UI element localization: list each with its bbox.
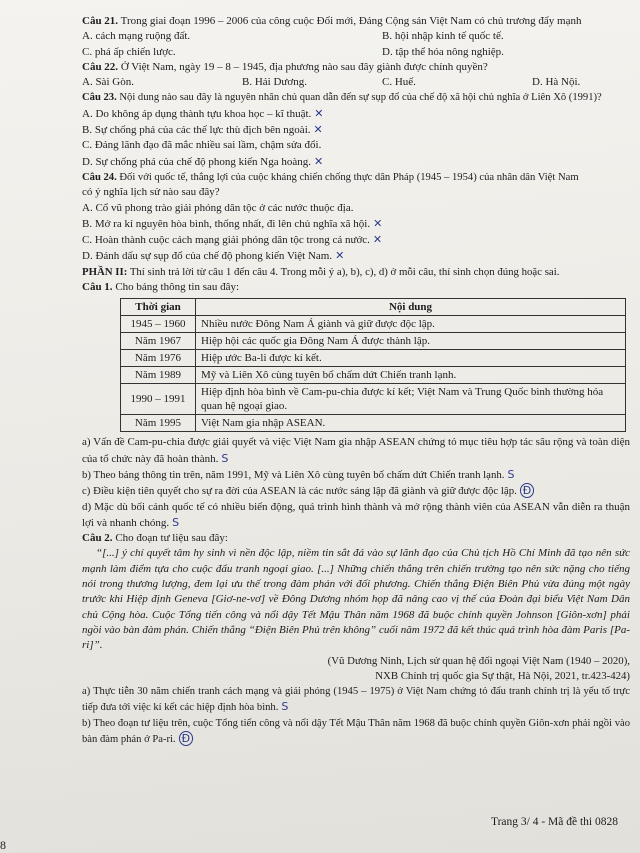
q23-option-d-row — [82, 154, 630, 170]
q22-stem — [82, 60, 630, 75]
d-mark-icon: Đ — [520, 483, 535, 498]
cross-mark-icon: ✕ — [313, 154, 324, 168]
part2-title: PHẦN II: — [82, 265, 128, 278]
c1-statement-d — [82, 500, 630, 532]
q24-option-a: A. Cổ vũ phong trào giải phóng dân tộc ở các nước thuộc địa. — [82, 201, 354, 214]
exam-content — [82, 14, 630, 747]
table-row — [121, 316, 626, 333]
c1-statement-a — [82, 435, 630, 467]
table-cell-time: Năm 1976 — [121, 350, 196, 367]
c2-source-line1: (Vũ Dương Ninh, Lịch sử quan hệ đối ngoại Việt Nam (1940 – 2020), — [327, 654, 630, 667]
q22-option-d: D. Hà Nội. — [532, 76, 581, 89]
c1-statement-b-text: b) Theo bảng thông tin trên, năm 1991, Mỹ và Liên Xô cùng tuyên bố chấm dứt Chiến tranh lạnh. — [82, 468, 505, 481]
table-cell-content: Hiệp hội các quốc gia Đông Nam Á được thành lập. — [196, 333, 626, 350]
cross-mark-icon: ✕ — [335, 249, 345, 263]
c2-heading — [82, 531, 630, 546]
c1-statement-c — [82, 483, 630, 499]
q24-option-c: C. Hoàn thành cuộc cách mạng giải phóng dân tộc trong cả nước. — [82, 234, 370, 247]
table-cell-time: Năm 1967 — [121, 333, 196, 350]
s-mark-icon: S — [221, 451, 229, 465]
table-row — [121, 384, 626, 415]
c1-statement-b — [82, 467, 630, 483]
cross-mark-icon: ✕ — [313, 123, 323, 137]
table-header-content: Nội dung — [196, 299, 626, 316]
q22-options — [82, 75, 630, 90]
cross-mark-icon: ✕ — [314, 106, 324, 120]
table-cell-content: Việt Nam gia nhập ASEAN. — [196, 415, 626, 432]
q24-option-d-row — [82, 248, 630, 264]
q23-title: Câu 23. — [82, 92, 117, 104]
table-cell-content: Hiệp ước Ba-li được kí kết. — [196, 350, 626, 367]
q23-stem-text: Nội dung nào sau đây là nguyên nhân chủ quan dẫn đến sự sụp đổ của chế độ xã hội chủ nghĩa ở Liên Xô (1991)? — [119, 92, 602, 104]
q21-options-row1 — [82, 29, 630, 44]
table-cell-content: Hiệp định hòa bình về Cam-pu-chia được kí kết; Việt Nam và Trung Quốc bình thường hóa quan hệ ngoại giao. — [196, 384, 626, 415]
q22-stem-text: Ở Việt Nam, ngày 19 – 8 – 1945, địa phương nào sau đây giành được chính quyền? — [120, 60, 488, 73]
part2-heading — [82, 265, 630, 280]
table-header-time: Thời gian — [121, 299, 196, 316]
q21-option-a: A. cách mạng ruộng đất. — [82, 30, 191, 43]
c2-quote: “[...] ý chí quyết tâm hy sinh vì nền độc lập, niềm tin sắt đá vào sự lãnh đạo của Chủ tịch Hồ Chí Minh đã tạo nên sức mạnh làm điểm tựa cho cuộc đấu tranh ngoại giao. [...] Những chiến thắng trên chiến trường tạo nên sức nặng cho tiếng nói trong thương lượng, đem lại ưu thế trong đàm phán với đối phương. Chiến thắng Điện Biên Phủ vừa đúng một ngày trước khi Hiệp định Geneva [Giơ-ne-vơ] về Đông Dương nhóm họp đã nâng cao vị thế của Đoàn đại biểu Việt Nam Dân chủ Cộng hòa. Cuộc Tổng tiến công và nổi dậy Tết Mậu Thân năm 1968 đã buộc chính quyền Johnson [Giôn-xơn] phải ngồi vào bàn đàm phán. Chiến thắng “Điện Biên Phủ trên không” cuối năm 1972 đã kết thúc quá trình hòa đàm Paris [Pa-ri]”. — [82, 547, 630, 652]
c1-statement-a-text: a) Vấn đề Cam-pu-chia được giải quyết và việc Việt Nam gia nhập ASEAN chứng tỏ mục tiêu hợp tác sâu rộng và toàn diện của tổ chức này đã hoàn thành. — [82, 436, 630, 465]
q21-title: Câu 21. — [82, 15, 119, 27]
table-row — [121, 415, 626, 432]
q23-option-d: D. Sự chống phá của chế độ phong kiến Nga hoàng. — [82, 155, 311, 168]
c1-heading — [82, 280, 630, 295]
s-mark-icon: S — [281, 700, 289, 714]
c1-statement-d-text: d) Mặc dù bối cảnh quốc tế có nhiều biến động, quá trình hình thành và mở rộng thành viên của ASEAN vẫn diễn ra thuận lợi và nhanh chóng. — [82, 500, 630, 529]
table-header-row — [121, 299, 626, 316]
s-mark-icon: S — [507, 467, 515, 481]
c1-statement-c-text: c) Điều kiện tiên quyết cho sự ra đời của ASEAN là các nước sáng lập đã giành và giữ được độc lập. — [82, 485, 517, 498]
part2-text: Thí sinh trả lời từ câu 1 đến câu 4. Trong mỗi ý a), b), c), d) ở mỗi câu, thí sinh chọn đúng hoặc sai. — [129, 265, 560, 278]
q21-option-c: C. phá ấp chiến lược. — [82, 45, 176, 58]
q22-title: Câu 22. — [82, 60, 119, 73]
c2-source-line2: NXB Chính trị quốc gia Sự thật, Hà Nội, 2021, tr.423-424) — [375, 669, 630, 682]
table-row — [121, 333, 626, 350]
cross-mark-icon: ✕ — [373, 216, 383, 230]
q22-option-c: C. Huế. — [382, 76, 416, 89]
page-footer: Trang 3/ 4 - Mã đề thi 0828 — [490, 816, 618, 828]
q21-option-d: D. tập thể hóa nông nghiệp. — [382, 45, 504, 58]
q21-stem — [82, 14, 630, 29]
q21-option-b: B. hội nhập kinh tế quốc tế. — [382, 30, 504, 43]
info-table — [120, 298, 626, 432]
q24-stem — [82, 170, 630, 185]
table-cell-content: Nhiều nước Đông Nam Á giành và giữ được độc lập. — [196, 316, 626, 333]
table-cell-time: Năm 1995 — [121, 415, 196, 432]
q23-option-a: A. Do không áp dụng thành tựu khoa học – kĩ thuật. — [82, 107, 312, 120]
table-cell-time: 1990 – 1991 — [121, 384, 196, 415]
q24-stem-cont: có ý nghĩa lịch sử nào sau đây? — [82, 186, 220, 199]
c2-statement-a-text: a) Thực tiễn 30 năm chiến tranh cách mạng và giải phóng (1945 – 1975) ở Việt Nam chứng tỏ đấu tranh chính trị là yếu tố trực tiếp đưa tới việc kí kết các hiệp định hòa bình. — [82, 686, 630, 714]
table-cell-time: 1945 – 1960 — [121, 316, 196, 333]
c2-title: Câu 2. — [82, 532, 113, 545]
page-edge-number: 8 — [0, 838, 6, 852]
q24-title: Câu 24. — [82, 171, 117, 183]
q21-stem-text: Trong giai đoạn 1996 – 2006 của công cuộc Đổi mới, Đảng Cộng sản Việt Nam có chủ trương đẩy mạnh — [120, 15, 582, 27]
q23-option-c-row — [82, 138, 630, 153]
table-cell-content: Mỹ và Liên Xô cùng tuyên bố chấm dứt Chiến tranh lạnh. — [196, 367, 626, 384]
c1-intro: Cho bảng thông tin sau đây: — [115, 281, 240, 294]
q23-stem — [82, 90, 630, 105]
q24-option-d: D. Đánh dấu sự sụp đổ của chế độ phong kiến Việt Nam. — [82, 250, 333, 263]
table-row — [121, 350, 626, 367]
d-mark-icon: Đ — [179, 731, 194, 746]
q23-option-b: B. Sự chống phá của các thế lực thù địch bên ngoài. — [82, 124, 311, 137]
c2-intro: Cho đoạn tư liệu sau đây: — [115, 532, 228, 545]
table-row — [121, 367, 626, 384]
c2-statement-b-text: b) Theo đoạn tư liệu trên, cuộc Tổng tiến công và nổi dậy Tết Mậu Thân năm 1968 đã buộc chính quyền Giôn-xơn phải ngồi vào bàn đàm phán ở Pa-ri. — [82, 717, 630, 745]
q24-option-b-row — [82, 216, 630, 232]
c1-title: Câu 1. — [82, 281, 113, 294]
q22-option-b: B. Hải Dương. — [242, 76, 307, 89]
q24-option-c-row — [82, 232, 630, 248]
q23-option-c: C. Đảng lãnh đạo đã mắc nhiều sai lầm, chậm sửa đổi. — [82, 139, 322, 152]
cross-mark-icon: ✕ — [372, 233, 383, 247]
c2-statement-b — [82, 716, 630, 748]
q23-option-a-row — [82, 106, 630, 122]
q24-stem-text: Đối với quốc tế, thắng lợi của cuộc kháng chiến chống thực dân Pháp (1945 – 1954) của nhân dân Việt Nam — [119, 171, 579, 183]
table-cell-time: Năm 1989 — [121, 367, 196, 384]
q21-options-row2 — [82, 45, 630, 60]
s-mark-icon: S — [172, 515, 180, 529]
q22-option-a: A. Sài Gòn. — [82, 76, 134, 89]
q24-option-b: B. Mở ra kỉ nguyên hòa bình, thống nhất, đi lên chủ nghĩa xã hội. — [82, 217, 371, 230]
c2-statement-a — [82, 684, 630, 716]
q23-option-b-row — [82, 122, 630, 138]
